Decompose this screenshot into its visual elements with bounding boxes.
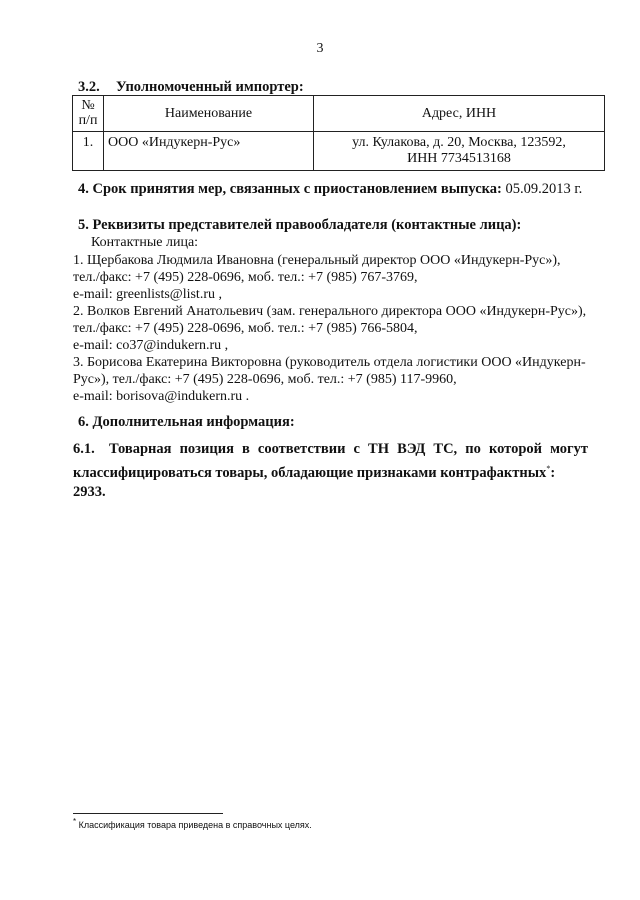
footnote-ref-mark: * (546, 464, 551, 473)
section-6-1-text1: Товарная позиция в соответствии с ТН ВЭД ТС, по которой могут (109, 441, 588, 457)
section-6-1-text2: классифицироваться товары, обладающие признаками контрафактных (73, 464, 547, 481)
table-row (73, 132, 605, 171)
importer-table-header (73, 96, 605, 132)
contact-1-line1: 1. Щербакова Людмила Ивановна (генеральный директор ООО «Индукерн-Рус»), (73, 253, 561, 268)
section-3-2-heading (78, 79, 304, 96)
contact-3-line2: Рус»), тел./факс: +7 (495) 228-0696, моб. тел.: +7 (985) 117-9960, (73, 372, 457, 387)
section-5-title: 5. Реквизиты представителей правообладателя (контактные лица): (78, 217, 522, 233)
row-name-cell: ООО «Индукерн-Рус» (104, 132, 314, 171)
row-address-line2: ИНН 7734513168 (407, 151, 511, 166)
contact-2-line1: 2. Волков Евгений Анатольевич (зам. генерального директора ООО «Индукерн-Рус»), (73, 304, 587, 319)
header-number-cell (73, 96, 104, 132)
contact-1-line2: тел./факс: +7 (495) 228-0696, моб. тел.: +7 (985) 767-3769, (73, 270, 418, 285)
header-name-cell: Наименование (104, 96, 314, 132)
row-address-line1: ул. Кулакова, д. 20, Москва, 123592, (352, 135, 566, 150)
section-4-value: 05.09.2013 г. (501, 181, 583, 197)
footnote (73, 817, 312, 830)
contact-3-line1: 3. Борисова Екатерина Викторовна (руководитель отдела логистики ООО «Индукерн- (73, 355, 586, 370)
section-6-1-number: 6.1. (73, 441, 95, 457)
section-3-2-title: Уполномоченный импортер: (116, 79, 304, 95)
page-number: 3 (316, 41, 324, 56)
importer-table (72, 95, 605, 171)
contact-2-line2: тел./факс: +7 (495) 228-0696, моб. тел.: +7 (985) 766-5804, (73, 321, 418, 336)
section-4 (78, 181, 582, 198)
contact-2-email: e-mail: co37@indukern.ru , (73, 338, 229, 353)
contact-1-email: e-mail: greenlists@list.ru , (73, 287, 222, 302)
section-6-title: 6. Дополнительная информация: (78, 414, 295, 430)
section-6-1-line1 (73, 440, 588, 459)
footnote-text: Классификация товара приведена в справочных целях. (76, 820, 312, 830)
header-number-line1: № (81, 98, 95, 113)
section-6-1-value: : 2933. (73, 464, 556, 500)
contact-label: Контактные лица: (91, 235, 199, 250)
footnote-divider (73, 813, 223, 814)
footnote-mark: * (73, 817, 77, 826)
row-address-cell (314, 132, 605, 171)
section-4-label: 4. Срок принятия мер, связанных с приостановлением выпуска: (78, 181, 502, 197)
section-6-1-line2 (73, 459, 588, 502)
row-number-cell: 1. (73, 132, 104, 171)
header-address-cell: Адрес, ИНН (314, 96, 605, 132)
header-number-line2: п/п (78, 113, 98, 128)
section-6-1 (73, 440, 588, 502)
section-3-2-number: 3.2. (78, 79, 100, 95)
contact-3-email: e-mail: borisova@indukern.ru . (73, 389, 250, 404)
